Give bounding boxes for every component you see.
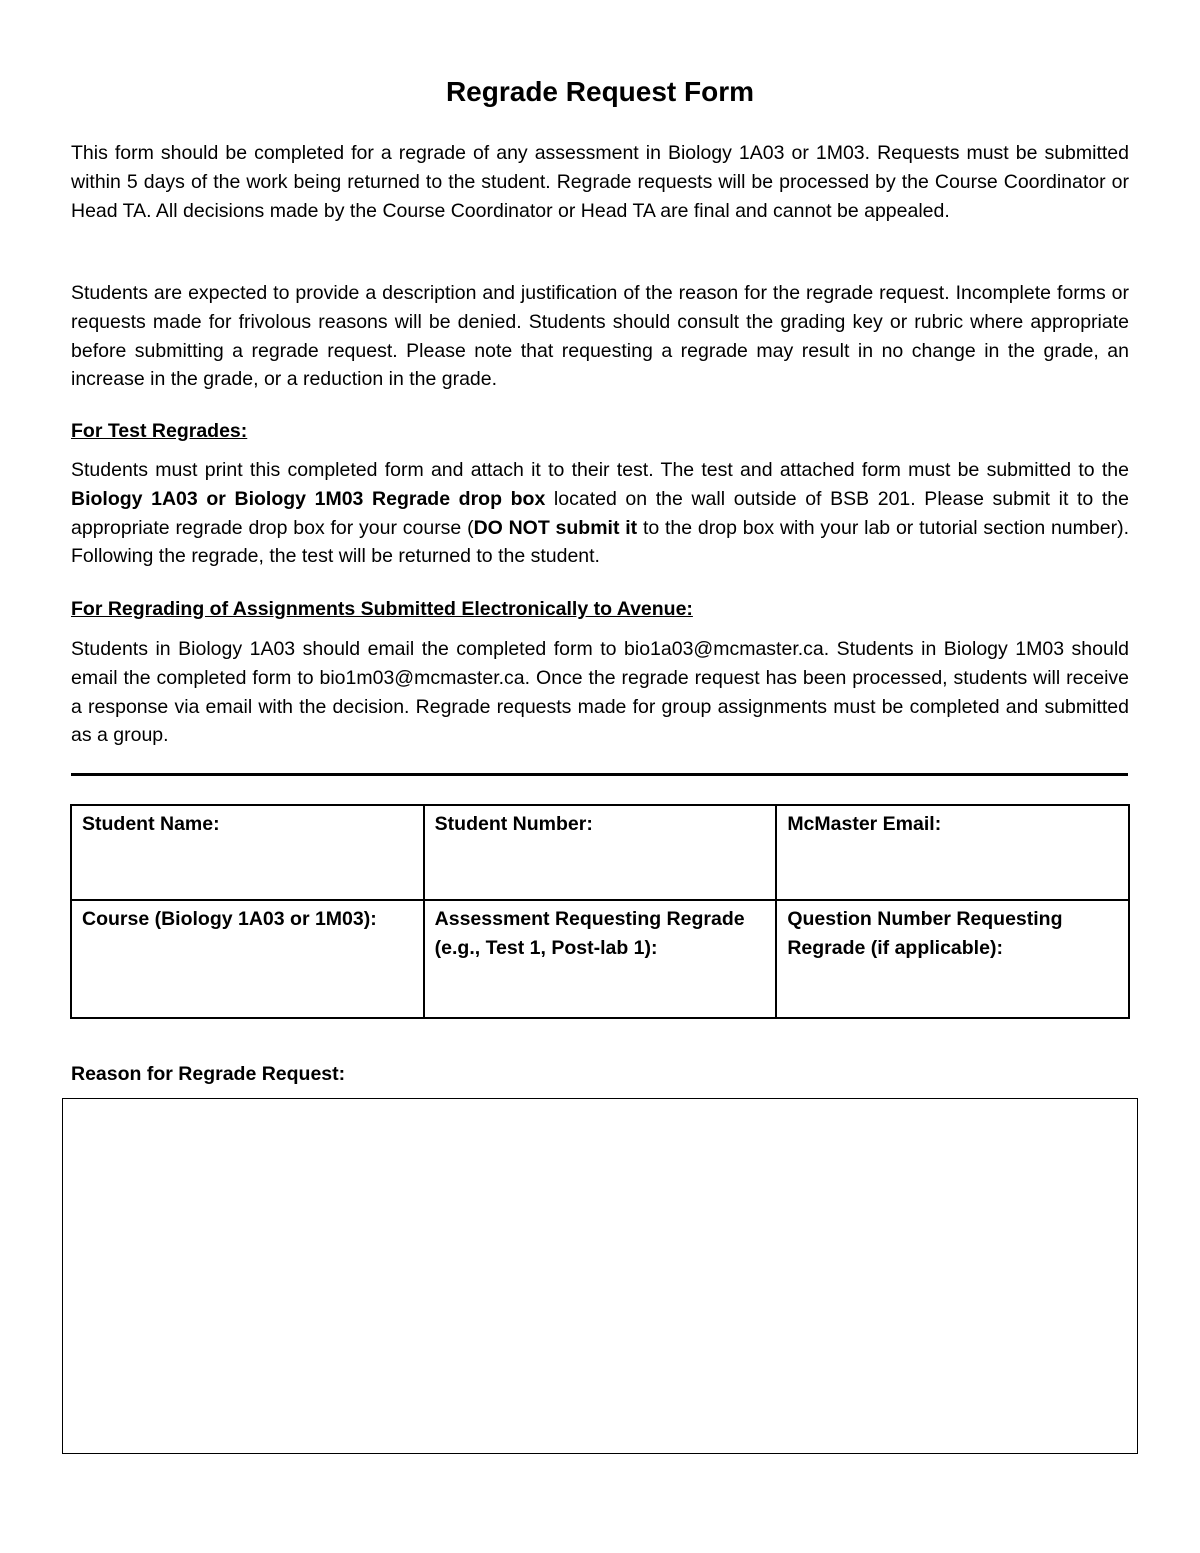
do-not-submit-warning: DO NOT submit it: [473, 516, 638, 539]
student-info-table: [70, 804, 1130, 1019]
question-number-label: Question Number Requesting Regrade (if applicable):: [787, 908, 1063, 959]
electronic-regrades-heading: For Regrading of Assignments Submitted Electronically to Avenue:: [71, 598, 693, 620]
question-number-field[interactable]: [776, 900, 1129, 1018]
intro-paragraph-2: Students are expected to provide a description and justification of the reason for the regrade request. Incomplete forms or requests made for frivolous reasons will be denied. Students should consult the grading key or rubric where appropriate before submitting a regrade request. Please note that requesting a regrade may result in no change in the grade, an increase in the grade, or a reduction in the grade.: [71, 282, 1129, 391]
assessment-label: Assessment Requesting Regrade (e.g., Test 1, Post-lab 1):: [434, 908, 745, 959]
mcmaster-email-label: McMaster Email:: [787, 813, 942, 835]
table-row: [71, 805, 1129, 900]
reason-label: Reason for Regrade Request:: [71, 1063, 346, 1085]
test-regrades-paragraph: [71, 456, 1129, 571]
student-number-label: Student Number:: [434, 813, 593, 835]
test-regrades-text-a: Students must print this completed form and attach it to their test. The test and attached form must be submitted to the: [71, 459, 1129, 481]
student-name-field[interactable]: [71, 805, 424, 900]
table-row: [71, 900, 1129, 1018]
test-regrades-text-b: located on the wall outside of BSB 201. Please submit it to the appropriate regrade drop box for your course (: [71, 487, 1129, 539]
assessment-field[interactable]: [424, 900, 777, 1018]
test-regrades-text-c: to the drop box with your lab or tutorial section number). Following the regrade, the test will be returned to the student.: [71, 516, 1129, 568]
page-title: Regrade Request Form: [445, 76, 755, 107]
intro-paragraph-1: This form should be completed for a regrade of any assessment in Biology 1A03 or 1M03. Requests must be submitted within 5 days of the work being returned to the student. Regrade requests will be processed by the Course Coordinator or Head TA. All decisions made by the Course Coordinator or Head TA are final and cannot be appealed.: [71, 142, 1129, 222]
mcmaster-email-field[interactable]: [776, 805, 1129, 900]
section-divider: [71, 773, 1128, 776]
student-name-label: Student Name:: [82, 813, 220, 835]
reason-input-box[interactable]: [62, 1098, 1138, 1454]
course-label: Course (Biology 1A03 or 1M03):: [82, 908, 377, 930]
course-field[interactable]: [71, 900, 424, 1018]
test-regrades-heading: For Test Regrades:: [71, 420, 248, 442]
student-number-field[interactable]: [424, 805, 777, 900]
drop-box-name: Biology 1A03 or Biology 1M03 Regrade drop box: [71, 487, 546, 510]
electronic-regrades-paragraph: Students in Biology 1A03 should email the completed form to bio1a03@mcmaster.ca. Students in Biology 1M03 should email the completed form to bio1m03@mcmaster.ca. Once the regrade request has been processed, students will receive a response via email with the decision. Regrade requests made for group assignments must be completed and submitted as a group.: [71, 638, 1129, 747]
